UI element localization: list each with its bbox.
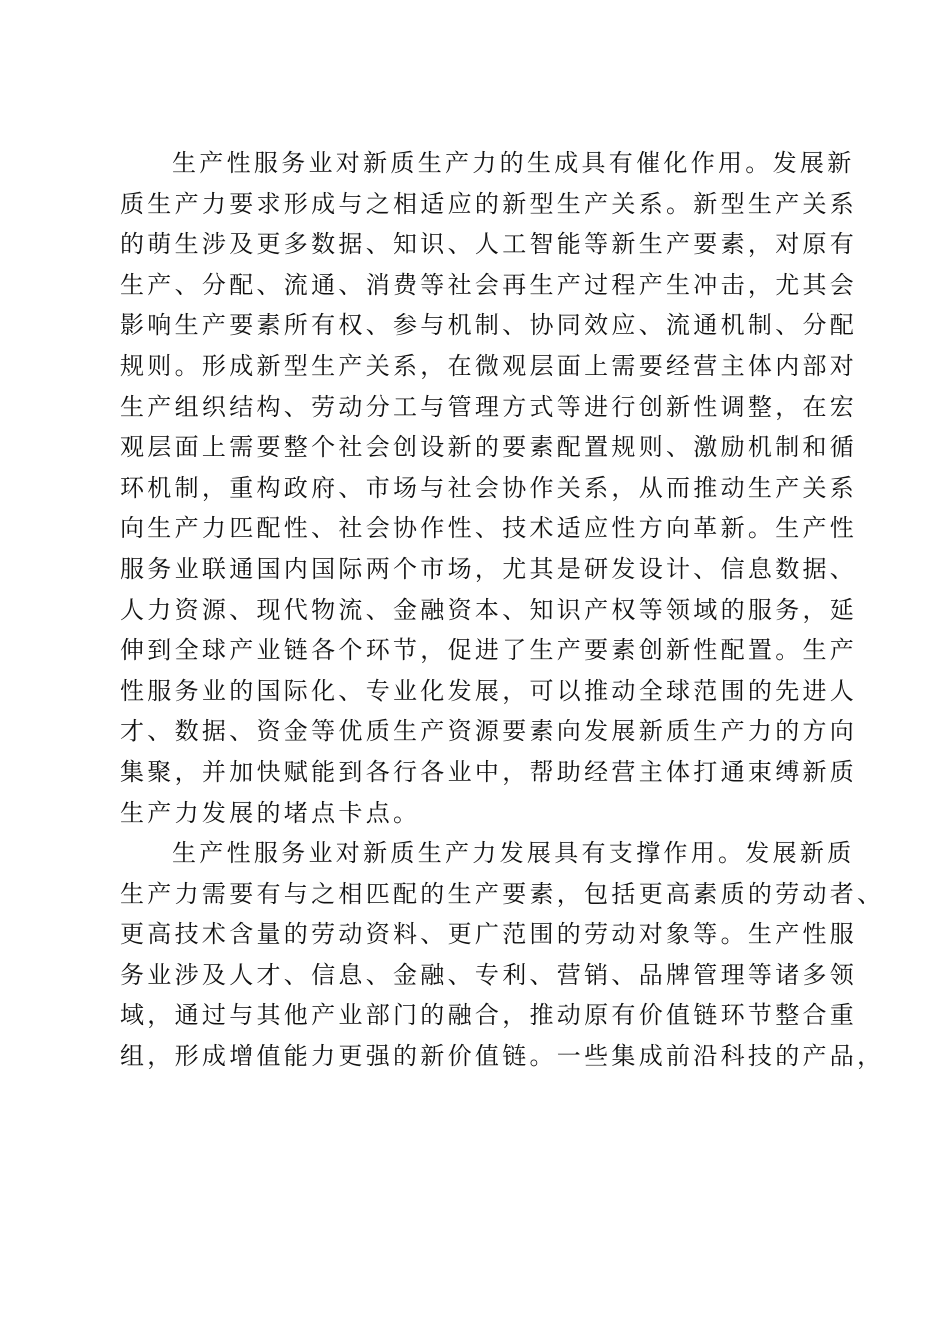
- paragraph-line: 域，通过与其他产业部门的融合，推动原有价值链环节整合重: [120, 1001, 858, 1030]
- paragraph-line: 才、数据、资金等优质生产资源要素向发展新质生产力的方向: [120, 717, 858, 746]
- paragraph-line: 生产性服务业对新质生产力发展具有支撑作用。发展新质: [172, 839, 855, 868]
- paragraph-1: [120, 143, 858, 833]
- paragraph-line: 规则。形成新型生产关系，在微观层面上需要经营主体内部对: [120, 351, 858, 380]
- paragraph-line: 组，形成增值能力更强的新价值链。一些集成前沿科技的产品，: [120, 1042, 885, 1071]
- paragraph-line: 人力资源、现代物流、金融资本、知识产权等领域的服务，延: [120, 595, 858, 624]
- paragraph-line: 伸到全球产业链各个环节，促进了生产要素创新性配置。生产: [120, 636, 858, 665]
- body-text: [120, 143, 885, 1077]
- paragraph-line: 向生产力匹配性、社会协作性、技术适应性方向革新。生产性: [120, 514, 858, 543]
- paragraph-line: 的萌生涉及更多数据、知识、人工智能等新生产要素，对原有: [120, 230, 858, 259]
- paragraph-line: 观层面上需要整个社会创设新的要素配置规则、激励机制和循: [120, 433, 858, 462]
- paragraph-2: [120, 833, 885, 1077]
- paragraph-line: 环机制，重构政府、市场与社会协作关系，从而推动生产关系: [120, 473, 858, 502]
- paragraph-line: 生产力发展的堵点卡点。: [120, 798, 421, 827]
- paragraph-line: 生产组织结构、劳动分工与管理方式等进行创新性调整，在宏: [120, 392, 858, 421]
- paragraph-line: 质生产力要求形成与之相适应的新型生产关系。新型生产关系: [120, 189, 858, 218]
- paragraph-line: 生产力需要有与之相匹配的生产要素，包括更高素质的劳动者、: [120, 879, 885, 908]
- paragraph-line: 性服务业的国际化、专业化发展，可以推动全球范围的先进人: [120, 676, 858, 705]
- paragraph-line: 务业涉及人才、信息、金融、专利、营销、品牌管理等诸多领: [120, 960, 858, 989]
- paragraph-line: 集聚，并加快赋能到各行各业中，帮助经营主体打通束缚新质: [120, 757, 858, 786]
- paragraph-line: 生产性服务业对新质生产力的生成具有催化作用。发展新: [172, 149, 855, 177]
- paragraph-line: 影响生产要素所有权、参与机制、协同效应、流通机制、分配: [120, 311, 858, 340]
- paragraph-line: 更高技术含量的劳动资料、更广范围的劳动对象等。生产性服: [120, 920, 858, 949]
- paragraph-line: 生产、分配、流通、消费等社会再生产过程产生冲击，尤其会: [120, 270, 858, 299]
- paragraph-line: 服务业联通国内国际两个市场，尤其是研发设计、信息数据、: [120, 554, 858, 583]
